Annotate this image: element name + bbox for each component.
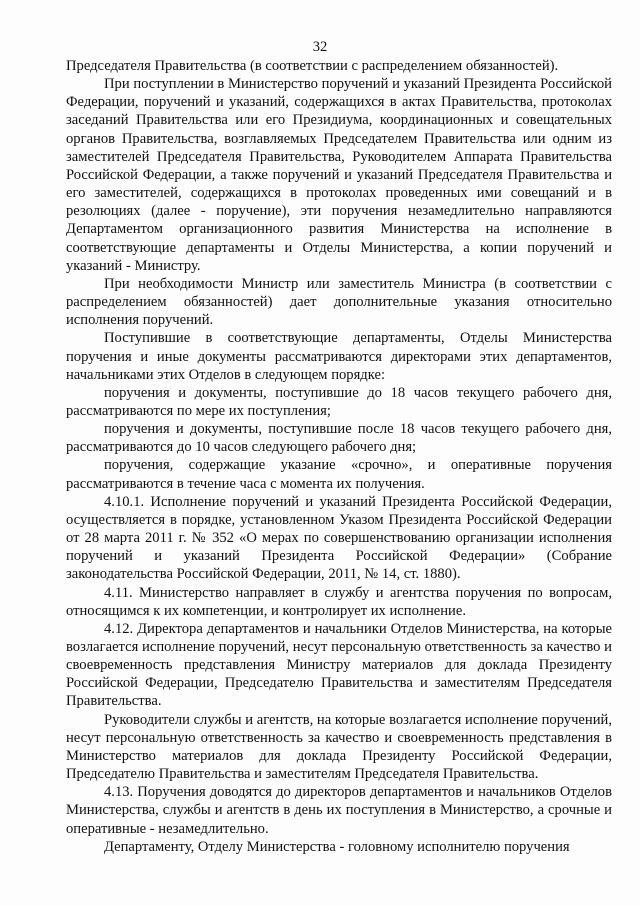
paragraph-instructions-receipt: При поступлении в Министерство поручений и указаний Президента Российской Федерации, поручений и указаний, содержащихся в актах Правительства, протоколах заседаний Правительства или его Президиума, координационных и совещательных органов Правительства, возглавляемых Председателем Правительства или одним из заместителей Председателя Правительства, Руководителем Аппарата Правительства Российской Федерации, а также поручений и указаний Председателя Правительства и его заместителей, содержащихся в протоколах проведенных ими совещаний и в резолюциях (далее - поручение), эти поручения незамедлительно направляются Департаментом организационного развития Министерства на исполнение в соответствующие департаменты и Отделы Министерства, а копии поручений и указаний - Министру. [66,76,612,274]
paragraph-4-10-1: 4.10.1. Исполнение поручений и указаний Президента Российской Федерации, осуществляется в порядке, установленном Указом Президента Российской Федерации от 28 марта 2011 г. № 352 «О мерах по совершенствованию организации исполнения поручений и указаний Президента Российской Федерации» (Собрание законодательства Российской Федерации, 2011, № 14, ст. 1880). [66,493,612,583]
paragraph-agency-heads: Руководители службы и агентств, на которые возлагается исполнение поручений, несут персональную ответственность за качество и своевременность представления в Министерство материалов для доклада Президенту Российской Федерации, Председателю Правительства и заместителям Председателя Правительства. [66,711,612,783]
paragraph-after-18: поручения и документы, поступившие после 18 часов текущего рабочего дня, рассматриваются до 10 часов следующего рабочего дня; [66,421,612,456]
document-body [66,57,612,856]
paragraph-additional-instructions: При необходимости Министр или заместитель Министра (в соответствии с распределением обязанностей) дает дополнительные указания относительно исполнения поручений. [66,275,612,329]
paragraph-lead-executor: Департаменту, Отделу Министерства - головному исполнителю поручения [104,838,570,855]
paragraph-4-11: 4.11. Министерство направляет в службу и агентства поручения по вопросам, относящимся к их компетенции, и контролирует их исполнение. [66,584,612,619]
paragraph-urgent: поручения, содержащие указание «срочно», и оперативные поручения рассматриваются в течение часа с момента их получения. [66,457,612,492]
paragraph-4-12: 4.12. Директора департаментов и начальники Отделов Министерства, на которые возлагается исполнение поручений, несут персональную ответственность за качество и своевременность представления Министру материалов для доклада Президенту Российской Федерации, Председателю Правительства и заместителям Председателя Правительства. [66,620,612,710]
page-number: 32 [312,39,328,55]
paragraph-4-13: 4.13. Поручения доводятся до директоров департаментов и начальников Отделов Министерства, службы и агентств в день их поступления в Министерство, а срочные и оперативные - незамедлительно. [66,784,612,837]
paragraph-before-18: поручения и документы, поступившие до 18 часов текущего рабочего дня, рассматриваются по мере их поступления; [66,384,612,419]
paragraph-review-order: Поступившие в соответствующие департаменты, Отделы Министерства поручения и иные документы рассматриваются директорами этих департаментов, начальниками этих Отделов в следующем порядке: [66,330,612,383]
paragraph-continuation: Председателя Правительства (в соответствии с распределением обязанностей). [66,58,559,74]
